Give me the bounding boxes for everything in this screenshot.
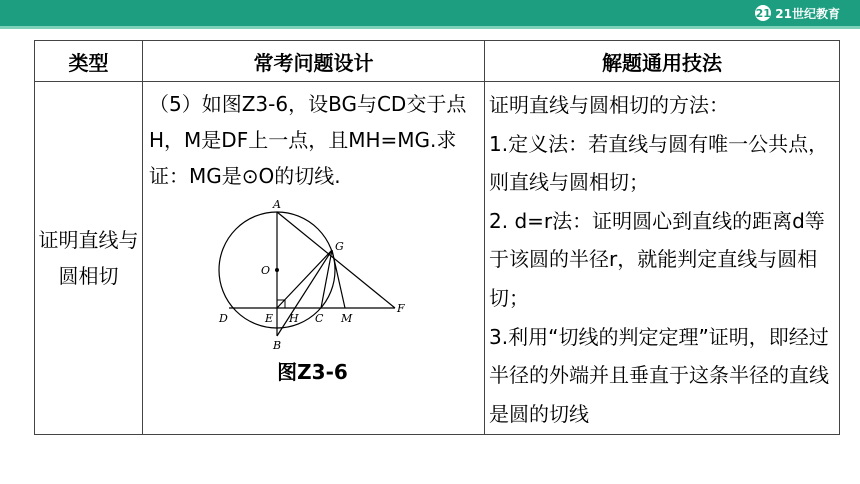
header-technique: 解题通用技法 <box>485 41 840 82</box>
logo-text: 21世纪教育 <box>775 6 840 21</box>
geometry-figure <box>217 198 417 352</box>
technique-intro: 证明直线与圆相切的方法： <box>489 93 729 117</box>
logo-mark-icon: 21 <box>755 6 771 20</box>
label-O: O <box>261 264 271 277</box>
question-text: （5）如图Z3-6，设BG与CD交于点H，M是DF上一点，且MH=MG.求证：MG是⊙O的切线. <box>149 92 467 188</box>
technique-item-1: 1.定义法：若直线与圆有唯一公共点，则直线与圆相切； <box>489 131 829 195</box>
type-text: 证明直线与圆相切 <box>38 228 139 288</box>
header-question: 常考问题设计 <box>143 41 485 82</box>
label-M: M <box>341 312 353 325</box>
technique-item-3: 3.利用“切线的判定定理”证明，即经过半径的外端并且垂直于这条半径的直线是圆的切线 <box>489 324 829 426</box>
banner-stripe <box>0 26 860 29</box>
type-cell <box>35 82 143 435</box>
site-logo <box>755 3 840 23</box>
table-row <box>35 82 840 435</box>
table-header-row <box>35 41 840 82</box>
label-E: E <box>265 312 274 325</box>
top-banner <box>0 0 860 26</box>
question-cell <box>143 82 485 435</box>
technique-cell <box>485 82 840 435</box>
figure-caption: 图Z3-6 <box>277 360 348 384</box>
label-G: G <box>335 240 344 253</box>
label-B: B <box>273 339 282 352</box>
technique-item-2: 2. d=r法：证明圆心到直线的距离d等于该圆的半径r，就能判定直线与圆相切； <box>489 208 825 310</box>
method-table <box>34 40 840 435</box>
figure-svg <box>217 198 417 352</box>
label-A: A <box>273 198 281 211</box>
header-type: 类型 <box>35 41 143 82</box>
label-F: F <box>397 302 405 315</box>
label-D: D <box>219 312 228 325</box>
label-C: C <box>315 312 324 325</box>
label-H: H <box>289 312 299 325</box>
